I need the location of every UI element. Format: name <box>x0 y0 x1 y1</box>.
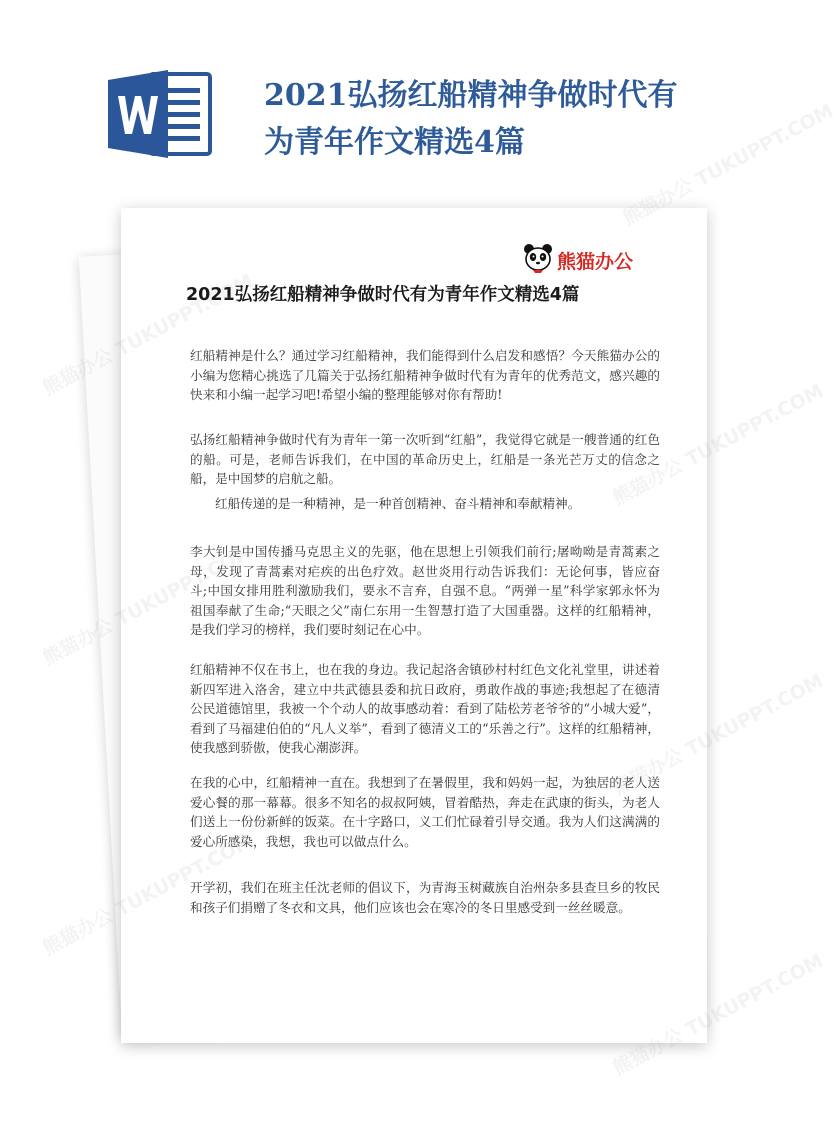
word-document-icon <box>106 68 216 160</box>
brand-logo <box>523 244 633 276</box>
watermark: 熊猫办公 TUKUPPT.COM <box>619 99 838 230</box>
paragraph-5: 红船精神不仅在书上，也在我的身边。我记起洛舍镇砂村村红色文化礼堂里，讲述着新四军进入洛舍，建立中共武德县委和抗日政府，勇敢作战的事迹;我想起了在德清公民道德馆里，我被一个个动人的故事感动着：看到了陆松芳老爷爷的“小城大爱”，看到了马福建伯伯的“凡人义举”，看到了德清义工的“乐善之行”。这样的红船精神，使我感到骄傲，使我心潮澎湃。 <box>190 662 660 755</box>
watermark: 熊猫办公 TUKUPPT.COM <box>609 669 828 800</box>
paragraph-6: 在我的心中，红船精神一直在。我想到了在暑假里，我和妈妈一起，为独居的老人送爱心餐的那一幕幕。很多不知名的叔叔阿姨，冒着酷热，奔走在武康的街头，为老人们送上一份份新鲜的饭菜。在十字路口，义工们忙碌着引导交通。我为人们这满满的爱心所感染，我想，我也可以做点什么。 <box>190 775 660 849</box>
watermark: 熊猫办公 <box>39 344 117 400</box>
header-title: 2021弘扬红船精神争做时代有为青年作文精选4篇 <box>264 78 678 160</box>
document-title: 2021弘扬红船精神争做时代有为青年作文精选4篇 <box>186 285 580 305</box>
watermark: 熊猫办公 <box>39 614 117 670</box>
watermark: 熊猫办公 TUKUPPT.COM <box>609 949 828 1080</box>
paragraph-1: 红船精神是什么？通过学习红船精神，我们能得到什么启发和感悟？今天熊猫办公的小编为您精心挑选了几篇关于弘扬红船精神争做时代有为青年的优秀范文，感兴趣的快来和小编一起学习吧!希望小编的整理能够对你有帮助! <box>190 348 660 402</box>
watermark: 熊猫办公 TUKUPPT.COM <box>609 379 828 510</box>
watermark: 熊猫办公 <box>39 904 117 960</box>
panda-logo-icon <box>523 243 553 277</box>
paragraph-7: 开学初，我们在班主任沈老师的倡议下，为青海玉树藏族自治州杂多县查旦乡的牧民和孩子们捐赠了冬衣和文具，他们应该也会在寒冷的冬日里感受到一丝丝暖意。 <box>190 880 660 915</box>
paragraph-2: 弘扬红船精神争做时代有为青年一第一次听到“红船”，我觉得它就是一艘普通的红色的船。可是，老师告诉我们，在中国的革命历史上，红船是一条光芒万丈的信念之船，是中国梦的启航之船。 <box>190 432 660 486</box>
paragraph-4: 李大钊是中国传播马克思主义的先驱，他在思想上引领我们前行;屠呦呦是青蒿素之母，发现了青蒿素对疟疾的出色疗效。赵世炎用行动告诉我们：无论何事，皆应奋斗;中国女排用胜利激励我们，要永不言弃，自强不息。“两弹一星”科学家郭永怀为祖国奉献了生命;“天眼之父”南仁东用一生智慧打造了大国重器。这样的红船精神，是我们学习的榜样，我们要时刻记在心中。 <box>190 544 660 637</box>
brand-name: 熊猫办公 <box>557 250 634 273</box>
paragraph-3: 红船传递的是一种精神，是一种首创精神、奋斗精神和奉献精神。 <box>215 496 581 511</box>
